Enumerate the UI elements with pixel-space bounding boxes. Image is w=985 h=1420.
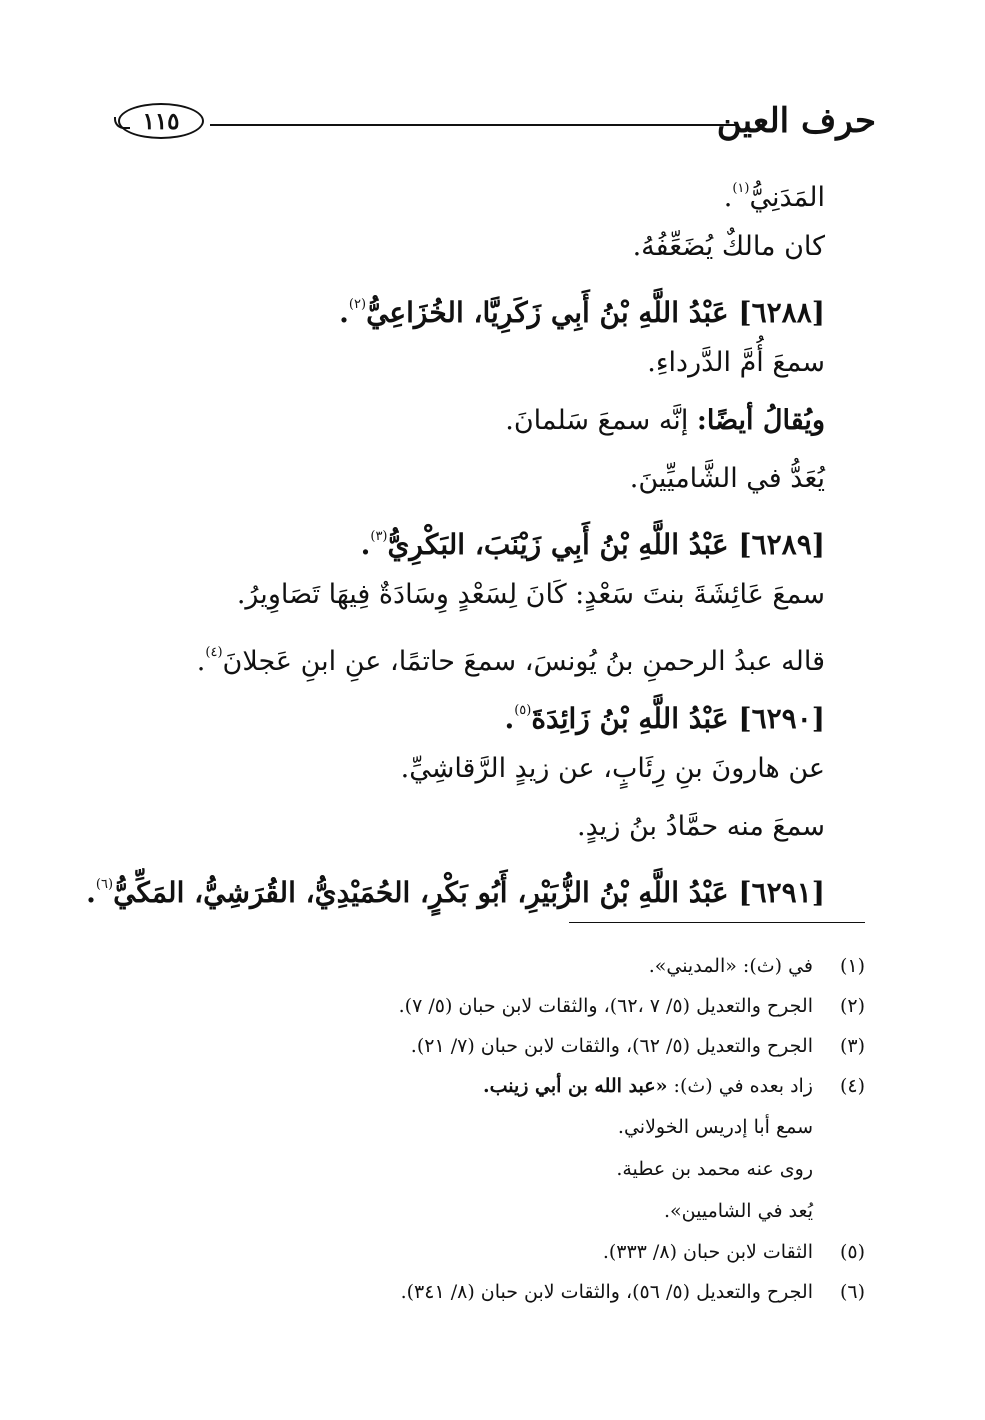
text-line: يُعَدُّ في الشَّاميِّينَ. — [629, 463, 825, 494]
badge-tail-ornament — [114, 117, 130, 129]
text-line: قاله عبدُ الرحمنِ بنُ يُونسَ، سمعَ حاتمًا، عنِ ابنِ عَجلانَ$^{(٤)}$. — [196, 645, 825, 677]
footnote-continuation: سمع أبا إدريس الخولاني. — [617, 1116, 813, 1138]
footnote-ref: (٦) — [95, 877, 114, 892]
chapter-title: حرف العين — [716, 101, 876, 141]
page-header — [118, 96, 876, 156]
footnote-continuation: روى عنه محمد بن عطية. — [616, 1158, 813, 1180]
footnote-number: (٦) — [839, 1281, 865, 1303]
footnote-ref: (٢) — [348, 297, 367, 312]
footnote-text: زاد بعده في (ث): «عبد الله بن أبي زينب. — [482, 1075, 813, 1097]
entry-heading: [٦٢٩٠] عَبْدُ اللَّهِ بْنُ زَائِدَةَ$^{(٥)}$. — [504, 702, 825, 735]
text-line: عن هارونَ بنِ رِئَابٍ، عن زيدٍ الرَّقاشِيِّ. — [400, 753, 825, 784]
text-line: سمعَ عَائِشَةَ بنتَ سَعْدٍ: كَانَ لِسَعْدٍ وِسَادَةٌ فِيهَا تَصَاوِيرُ. — [236, 579, 825, 610]
entry-heading: [٦٢٨٨] عَبْدُ اللَّهِ بْنُ أَبِي زَكَرِيَّا، الخُزَاعِيُّ$^{(٢)}$. — [339, 296, 825, 329]
footnote — [105, 1026, 865, 1066]
footnote-text: الجرح والتعديل (٥/ ٥٦)، والثقات لابن حبان (٨/ ٣٤١). — [400, 1281, 813, 1303]
text-line: سمعَ أُمَّ الدَّرداءِ. — [647, 347, 825, 378]
footnote-number: (٣) — [839, 1035, 865, 1057]
footnote-number: (٥) — [839, 1241, 865, 1263]
footnote — [105, 1066, 865, 1106]
footnote-ref: (٣) — [370, 529, 388, 544]
text-line: كان مالكٌ يُضَعِّفُهُ. — [632, 231, 825, 262]
footnote-text: الثقات لابن حبان (٨/ ٣٣٣). — [602, 1241, 813, 1263]
text-line: سمعَ منه حمَّادُ بنُ زيدٍ. — [577, 811, 825, 842]
header-rule — [210, 124, 736, 126]
footnote-number: (٤) — [839, 1075, 865, 1097]
footnote-ref: (٥) — [514, 703, 532, 718]
footnote-text: الجرح والتعديل (٥/ ٧ ،٦٢)، والثقات لابن حبان (٥/ ٧). — [398, 995, 813, 1017]
footnote-number: (١) — [839, 955, 865, 977]
main-text — [86, 160, 825, 914]
footnotes — [105, 946, 865, 1312]
footnote-number: (٢) — [839, 995, 865, 1017]
footnote — [105, 1232, 865, 1272]
page-number: ١١٥ — [142, 107, 180, 135]
footnote-text: في (ث): «المديني». — [648, 955, 813, 977]
text-line: ويُقالُ أيضًا: إنَّه سمعَ سَلمانَ. — [505, 405, 825, 436]
entry-heading: [٦٢٨٩] عَبْدُ اللَّهِ بْنُ أَبِي زَيْنَبَ، البَكْرِيُّ$^{(٣)}$. — [360, 528, 825, 561]
footnote-continuation: يُعد في الشاميين». — [663, 1200, 813, 1222]
text-line: المَدَنِيُّ$^{(١)}$. — [723, 181, 825, 213]
footnote-ref: (٤) — [205, 645, 223, 660]
footnote — [105, 1272, 865, 1312]
footnote-ref: (١) — [732, 181, 750, 196]
footnote — [105, 986, 865, 1026]
footnote-text: الجرح والتعديل (٥/ ٦٢)، والثقات لابن حبان (٧/ ٢١). — [410, 1035, 813, 1057]
entry-heading: [٦٢٩١] عَبْدُ اللَّهِ بْنُ الزُّبَيْرِ، أَبُو بَكْرٍ، الحُمَيْدِيُّ، القُرَشِيُّ، المَكِّيُّ$^{(٦)}$. — [86, 876, 825, 909]
footnote — [105, 946, 865, 986]
footnote-separator — [569, 922, 865, 923]
page-number-badge — [118, 103, 204, 139]
